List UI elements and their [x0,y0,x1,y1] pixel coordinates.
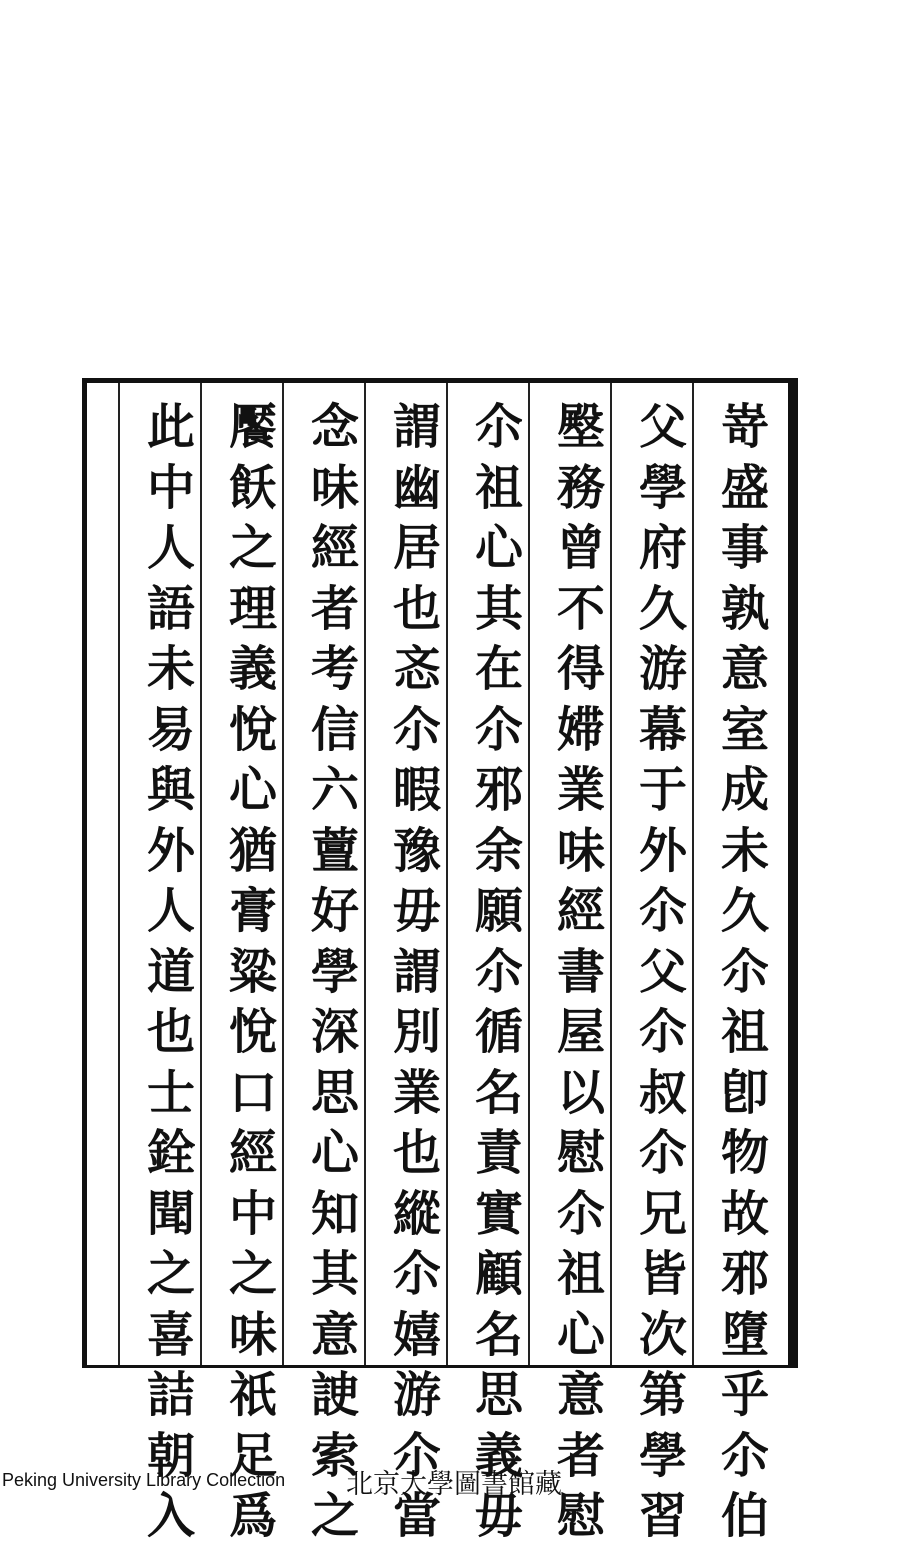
glyph: 府 [638,520,687,576]
glyph: 士 [146,1064,195,1121]
glyph: 尒 [638,1004,687,1060]
glyph: 孰 [720,580,769,637]
glyph: 成 [720,762,769,818]
glyph: 此 [146,399,195,455]
text-column-7 [223,397,283,1547]
glyph: 易 [146,701,195,758]
glyph: 故 [720,1185,769,1242]
glyph: 膏 [228,883,277,939]
glyph: 邪 [474,762,523,818]
glyph: 未 [146,641,195,697]
glyph: 粱 [228,943,277,1000]
glyph: 其 [310,1246,359,1302]
glyph: 外 [638,822,687,879]
glyph: 習 [638,1488,687,1544]
glyph: 饜 [228,399,277,455]
glyph: 祖 [474,459,523,516]
glyph: 皆 [638,1246,687,1302]
glyph: 未 [720,822,769,879]
glyph: 㛿 [556,701,605,758]
glyph: 尒 [474,701,523,758]
glyph: 幽 [392,459,441,516]
glyph: 爲 [228,1488,277,1544]
glyph: 毋 [392,883,441,939]
glyph: 實 [474,1185,523,1242]
glyph: 中 [146,459,195,516]
glyph: 語 [146,580,195,637]
glyph: 久 [638,580,687,637]
glyph: 壂 [556,399,605,455]
glyph: 猶 [228,822,277,879]
glyph: 意 [556,1367,605,1423]
glyph: 也 [392,1125,441,1181]
glyph: 味 [310,459,359,516]
glyph: 尒 [474,943,523,1000]
glyph: 心 [228,762,277,818]
glyph: 邪 [720,1246,769,1302]
glyph: 游 [638,641,687,697]
glyph: 與 [146,762,195,818]
glyph: 暇 [392,762,441,818]
glyph: 慰 [556,1488,605,1544]
glyph: 悅 [228,1004,277,1060]
glyph: 者 [556,1427,605,1484]
glyph: 業 [392,1064,441,1121]
glyph: 心 [310,1125,359,1181]
glyph: 兄 [638,1185,687,1242]
glyph: 尒 [392,1246,441,1302]
glyph: 好 [310,883,359,939]
glyph: 信 [310,701,359,758]
glyph: 索 [310,1427,359,1484]
glyph: 學 [638,459,687,516]
glyph: 口 [228,1064,277,1121]
glyph: 尒 [474,399,523,455]
glyph: 墮 [720,1306,769,1363]
glyph: 之 [228,520,277,576]
glyph: 次 [638,1306,687,1363]
glyph: 經 [310,520,359,576]
glyph: 者 [310,580,359,637]
glyph: 思 [310,1064,359,1121]
column-rule [118,383,120,1365]
glyph: 務 [556,459,605,516]
glyph: 于 [638,762,687,818]
glyph: 毋 [474,1488,523,1544]
footer-chinese: 北京大學圖書館藏 [346,1469,562,1500]
glyph: 之 [146,1246,195,1302]
glyph: 別 [392,1004,441,1060]
glyph: 足 [228,1427,277,1484]
glyph: 義 [474,1427,523,1484]
text-column-2 [633,397,693,1547]
glyph: 卽 [720,1064,769,1121]
text-column-6 [305,397,365,1547]
glyph: 其 [474,580,523,637]
glyph: 喜 [146,1306,195,1363]
glyph: 久 [720,883,769,939]
glyph: 循 [474,1004,523,1060]
glyph: 尒 [392,701,441,758]
glyph: 人 [146,520,195,576]
glyph: 名 [474,1064,523,1121]
glyph: 書 [556,943,605,1000]
glyph: 盛 [720,459,769,516]
glyph: 人 [146,883,195,939]
glyph: 入 [146,1488,195,1544]
glyph: 心 [556,1306,605,1363]
glyph: 居 [392,520,441,576]
glyph: 聞 [146,1185,195,1242]
glyph: 意 [310,1306,359,1363]
glyph: 祖 [556,1246,605,1302]
glyph: 乎 [720,1367,769,1423]
glyph: 顧 [474,1246,523,1302]
glyph: 深 [310,1004,359,1060]
glyph: 願 [474,883,523,939]
glyph: 尒 [720,1427,769,1484]
footer-english: Peking University Library Collection [2,1470,286,1490]
glyph: 心 [474,520,523,576]
glyph: 祇 [228,1367,277,1423]
glyph: 祖 [720,1004,769,1060]
glyph: 理 [228,580,277,637]
text-column-5 [387,397,447,1547]
glyph: 在 [474,641,523,697]
glyph: 尒 [720,943,769,1000]
glyph: 不 [556,580,605,637]
glyph: 謂 [392,943,441,1000]
glyph: 味 [556,822,605,879]
glyph: 考 [310,641,359,697]
text-column-8 [141,397,201,1547]
glyph: 義 [228,641,277,697]
glyph: 朝 [146,1427,195,1484]
glyph: 尒 [392,1427,441,1484]
glyph: 學 [638,1427,687,1484]
glyph: 責 [474,1125,523,1181]
glyph: 道 [146,943,195,1000]
glyph: 學 [310,943,359,1000]
glyph: 叔 [638,1064,687,1121]
glyph: 尒 [638,1125,687,1181]
glyph: 慰 [556,1125,605,1181]
glyph: 嬉 [392,1306,441,1363]
glyph: 名 [474,1306,523,1363]
glyph: 銓 [146,1125,195,1181]
glyph: 當 [392,1488,441,1544]
glyph: 味 [228,1306,277,1363]
glyph: 也 [146,1004,195,1060]
glyph: 詰 [146,1367,195,1423]
glyph: 䛕 [310,1367,359,1423]
glyph: 悅 [228,701,277,758]
glyph: 六 [310,762,359,818]
glyph: 經 [556,883,605,939]
glyph: 經 [228,1125,277,1181]
text-column-3 [551,397,611,1547]
glyph: 幕 [638,701,687,758]
glyph: 意 [720,641,769,697]
glyph: 嵜 [720,399,769,455]
glyph: 忞 [392,641,441,697]
glyph: 第 [638,1367,687,1423]
glyph: 伯 [720,1488,769,1544]
text-column-4 [469,397,529,1547]
glyph: 飫 [228,459,277,516]
glyph: 謂 [392,399,441,455]
glyph: 尒 [638,883,687,939]
glyph: 尒 [556,1185,605,1242]
glyph: 以 [556,1064,605,1121]
glyph: 事 [720,520,769,576]
glyph: 得 [556,641,605,697]
glyph: 思 [474,1367,523,1423]
glyph: 䕊 [310,822,359,879]
glyph: 室 [720,701,769,758]
glyph: 之 [310,1488,359,1544]
glyph: 知 [310,1185,359,1242]
glyph: 游 [392,1367,441,1423]
glyph: 之 [228,1246,277,1302]
glyph: 念 [310,399,359,455]
glyph: 屋 [556,1004,605,1060]
glyph: 曾 [556,520,605,576]
glyph: 中 [228,1185,277,1242]
glyph: 余 [474,822,523,879]
glyph: 父 [638,399,687,455]
glyph: 業 [556,762,605,818]
glyph: 物 [720,1125,769,1181]
text-column-1 [715,397,775,1547]
glyph: 外 [146,822,195,879]
glyph: 也 [392,580,441,637]
glyph: 豫 [392,822,441,879]
glyph: 父 [638,943,687,1000]
glyph: 縱 [392,1185,441,1242]
